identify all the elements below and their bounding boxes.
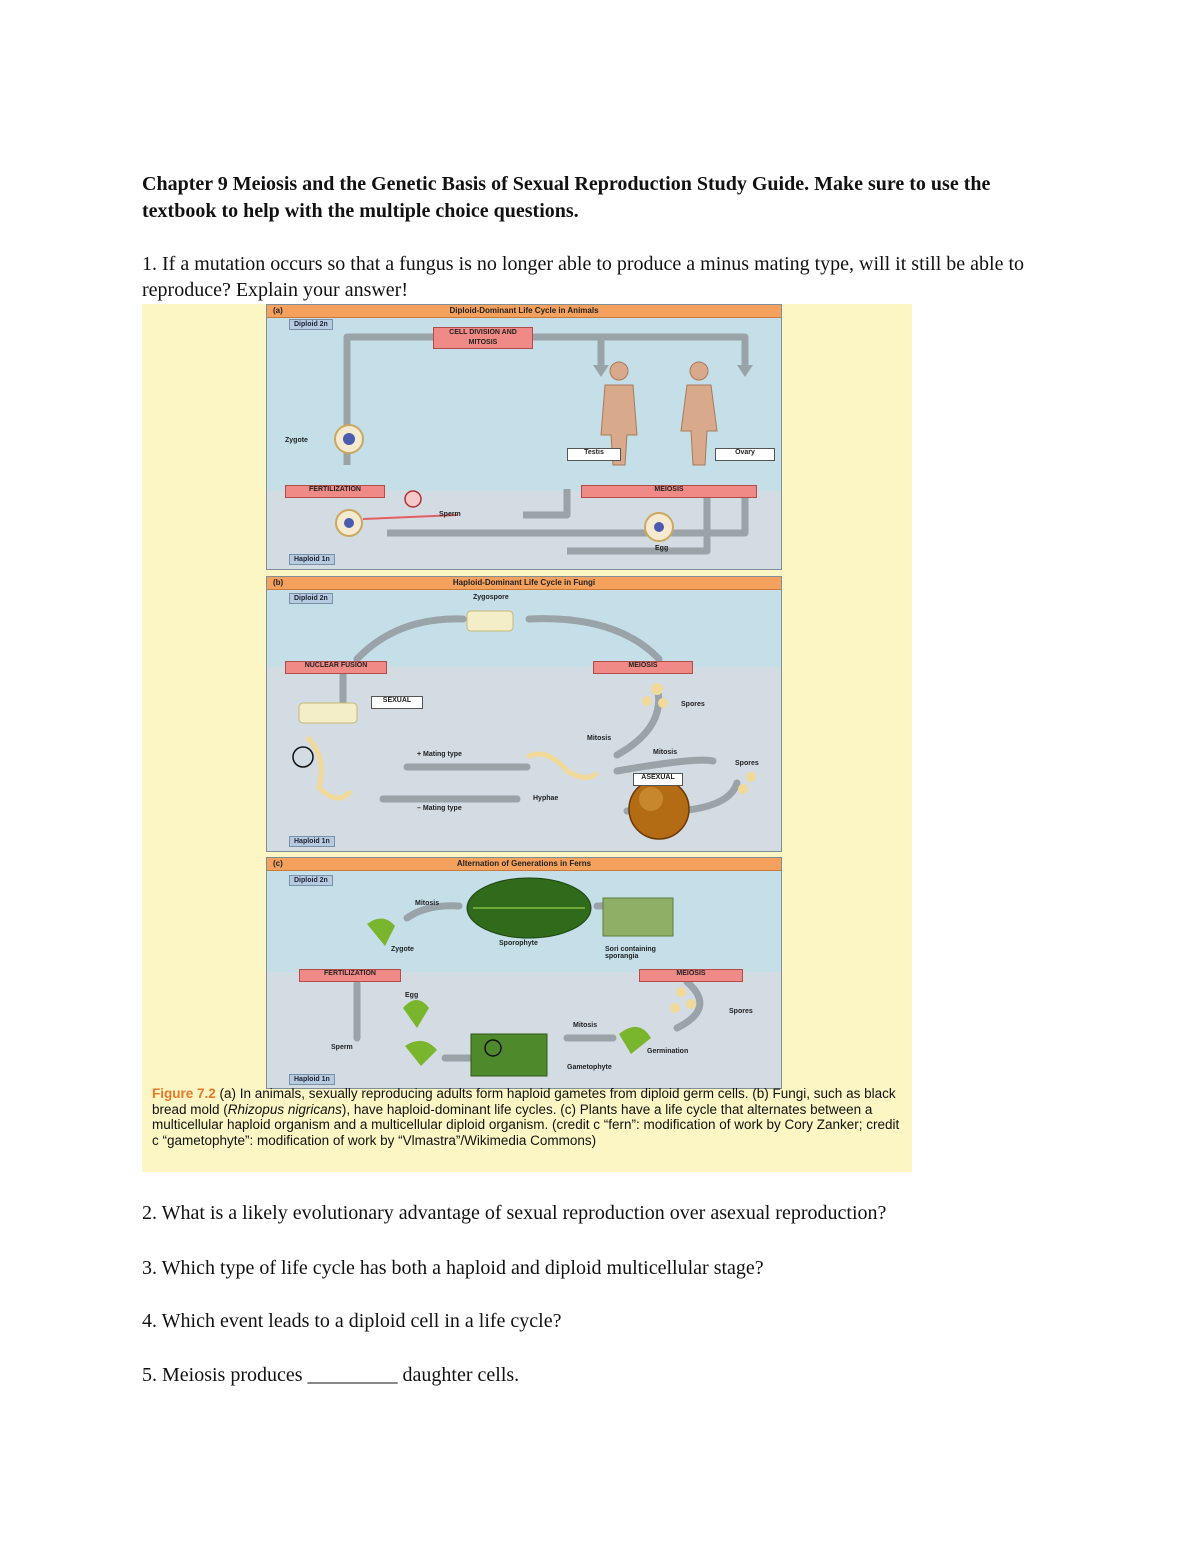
panel-c-tag: (c)	[273, 859, 283, 868]
cell-division-box: CELL DIVISION AND MITOSIS	[433, 327, 533, 349]
sperm-cell-icon	[405, 491, 421, 507]
zygote-c-label: Zygote	[391, 946, 414, 953]
bread-mold-icon	[629, 779, 689, 839]
panel-b-diagram	[267, 577, 781, 851]
caption-part-2: ), have haploid-dominant life cycles. (c) Plants have a life cycle that alternates between a multicellular haploid organism and a multicellular diploid organism. (credit c “fern”: modification of work by Cory Zanker; credit c “gametophyte”: modification of work by “Vlmastra”/Wikimedia Commons)	[152, 1101, 900, 1148]
mitosis-top-label: Mitosis	[415, 900, 440, 907]
egg-gametophyte-icon	[403, 1000, 429, 1028]
hyphae-icon	[527, 754, 597, 777]
meiosis-box-a: MEIOSIS	[581, 485, 757, 498]
sperm-label: Sperm	[439, 511, 461, 518]
gametophyte-photo-icon	[471, 1034, 547, 1076]
caption-part-1: (a) In animals, sexually reproducing adults form haploid gametes from diploid germ cells. (b) Fungi, such as black bread mold (	[152, 1086, 896, 1117]
panel-c-diploid-label: Diploid 2n	[289, 875, 333, 886]
nuclear-fusion-box: NUCLEAR FUSION	[285, 661, 387, 674]
question-2: 2. What is a likely evolutionary advantage of sexual reproduction over asexual reproduction?	[142, 1202, 887, 1224]
testis-label: Testis	[567, 448, 621, 461]
panel-a-haploid-label: Haploid 1n	[289, 554, 335, 565]
figure-number: Figure 7.2	[152, 1086, 216, 1101]
germination-label: Germination	[647, 1048, 689, 1055]
panel-c-title: Alternation of Generations in Ferns	[456, 859, 592, 868]
figure-panel-fungi	[266, 576, 782, 852]
meiosis-box-b: MEIOSIS	[593, 661, 693, 674]
sori-label: Sori containing sporangia	[605, 946, 656, 960]
egg-label: Egg	[655, 545, 669, 552]
gametophyte-label: Gametophyte	[567, 1064, 612, 1071]
panel-b-haploid-label: Haploid 1n	[289, 836, 335, 847]
figure-caption	[152, 1086, 902, 1148]
sperm-c-label: Sperm	[331, 1044, 353, 1051]
spores-label-2: Spores	[735, 760, 759, 767]
panel-b-diploid-label: Diploid 2n	[289, 593, 333, 604]
caption-species: Rhizopus nigricans	[227, 1101, 342, 1117]
sexual-label: SEXUAL	[371, 696, 423, 709]
page-title: Chapter 9 Meiosis and the Genetic Basis of Sexual Reproduction Study Guide. Make sure to use the textbook to help with the multiple choice questions.	[142, 173, 991, 222]
egg-c-label: Egg	[405, 992, 419, 999]
panel-c-haploid-label: Haploid 1n	[289, 1074, 335, 1085]
ovary-label: Ovary	[715, 448, 775, 461]
asexual-label: ASEXUAL	[633, 773, 683, 786]
zygote-plant-icon	[367, 918, 395, 946]
question-1: 1. If a mutation occurs so that a fungus is no longer able to produce a minus mating type, will it still be able to reproduce? Explain your answer!	[142, 253, 1025, 301]
figure-panel-animals	[266, 304, 782, 570]
sporophyte-label: Sporophyte	[499, 940, 538, 947]
fertilization-box-a: FERTILIZATION	[285, 485, 385, 498]
minus-mating-label: – Mating type	[417, 805, 462, 812]
zygote-label: Zygote	[285, 437, 308, 444]
zygospore-label: Zygospore	[473, 594, 509, 601]
question-5: 5. Meiosis produces _________ daughter cells.	[142, 1364, 520, 1386]
zygospore-icon	[467, 611, 513, 631]
spores-c-label: Spores	[729, 1008, 753, 1015]
fertilization-box-c: FERTILIZATION	[299, 969, 401, 982]
panel-b-tag: (b)	[273, 578, 284, 587]
figure-panel-ferns	[266, 857, 782, 1089]
panel-a-tag: (a)	[273, 306, 283, 315]
mitosis-bottom-label: Mitosis	[573, 1022, 598, 1029]
plus-mating-label: + Mating type	[417, 751, 462, 758]
mitosis-label-2: Mitosis	[653, 749, 678, 756]
mitosis-label-1: Mitosis	[587, 735, 612, 742]
question-4: 4. Which event leads to a diploid cell in a life cycle?	[142, 1310, 562, 1332]
panel-a-title: Diploid-Dominant Life Cycle in Animals	[449, 306, 599, 315]
hyphae-label: Hyphae	[533, 795, 559, 802]
sori-icon	[603, 898, 673, 936]
meiosis-box-c: MEIOSIS	[639, 969, 743, 982]
panel-b-title: Haploid-Dominant Life Cycle in Fungi	[452, 578, 596, 587]
mating-circle-icon	[293, 747, 313, 767]
sperm-gametophyte-icon	[405, 1041, 437, 1066]
sexual-fusion-icon	[299, 703, 357, 723]
question-3: 3. Which type of life cycle has both a haploid and diploid multicellular stage?	[142, 1257, 764, 1279]
spores-label: Spores	[681, 701, 705, 708]
panel-a-diploid-label: Diploid 2n	[289, 319, 333, 330]
